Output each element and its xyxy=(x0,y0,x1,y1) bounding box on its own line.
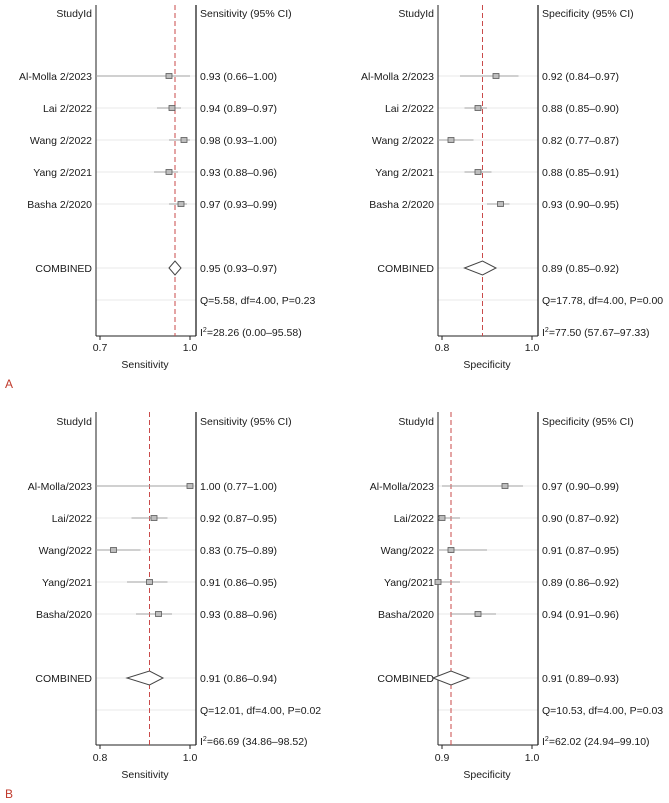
panel-label-b: B xyxy=(5,787,14,801)
study-name: Lai 2/2022 xyxy=(384,103,434,115)
studyid-header: StudyId xyxy=(398,416,434,428)
q-statistic-text: Q=12.01, df=4.00, P=0.02 xyxy=(200,705,322,717)
study-point-marker xyxy=(169,106,175,111)
q-statistic-text: Q=5.58, df=4.00, P=0.23 xyxy=(200,295,316,307)
x-tick-label: 1.0 xyxy=(524,752,540,764)
study-ci-text: 1.00 (0.77–1.00) xyxy=(200,481,278,493)
study-name: Yang 2/2021 xyxy=(375,167,434,179)
study-point-marker xyxy=(448,548,454,553)
study-ci-text: 0.88 (0.85–0.90) xyxy=(542,103,620,115)
study-point-marker xyxy=(151,516,157,521)
study-point-marker xyxy=(475,106,481,111)
combined-ci-text: 0.91 (0.89–0.93) xyxy=(542,673,620,685)
study-ci-text: 0.91 (0.86–0.95) xyxy=(200,577,278,589)
study-name: Al-Molla 2/2023 xyxy=(19,71,92,83)
study-name: Yang/2021 xyxy=(383,577,434,589)
study-point-marker xyxy=(166,170,172,175)
study-name: Basha 2/2020 xyxy=(369,199,434,211)
q-statistic-text: Q=17.78, df=4.00, P=0.00 xyxy=(542,295,664,307)
ci-header: Specificity (95% CI) xyxy=(542,416,634,428)
study-point-marker xyxy=(147,580,153,585)
combined-ci-text: 0.91 (0.86–0.94) xyxy=(200,673,278,685)
x-tick-label: 0.8 xyxy=(434,342,450,354)
study-name: Basha/2020 xyxy=(35,609,92,621)
combined-label: COMBINED xyxy=(377,673,434,685)
ci-header: Sensitivity (95% CI) xyxy=(200,416,292,428)
x-tick-label: 1.0 xyxy=(182,752,198,764)
q-statistic-text: Q=10.53, df=4.00, P=0.03 xyxy=(542,705,664,717)
combined-label: COMBINED xyxy=(35,673,92,685)
panel-label-a: A xyxy=(5,377,14,391)
study-ci-text: 0.92 (0.87–0.95) xyxy=(200,513,278,525)
study-name: Lai/2022 xyxy=(51,513,92,525)
x-axis-title: Sensitivity xyxy=(121,359,169,371)
study-name: Al-Molla 2/2023 xyxy=(361,71,434,83)
studyid-header: StudyId xyxy=(398,8,434,20)
study-ci-text: 0.94 (0.91–0.96) xyxy=(542,609,620,621)
study-ci-text: 0.93 (0.88–0.96) xyxy=(200,167,278,179)
study-name: Basha 2/2020 xyxy=(27,199,92,211)
x-tick-label: 0.8 xyxy=(92,752,108,764)
ci-header: Sensitivity (95% CI) xyxy=(200,8,292,20)
study-name: Basha/2020 xyxy=(377,609,434,621)
combined-diamond xyxy=(169,261,181,275)
study-ci-text: 0.97 (0.93–0.99) xyxy=(200,199,278,211)
study-point-marker xyxy=(493,74,499,79)
i2-statistic-text: $I^2=28.26$ (0.00–95.58) xyxy=(200,327,302,339)
study-ci-text: 0.93 (0.90–0.95) xyxy=(542,199,620,211)
study-point-marker xyxy=(166,74,172,79)
study-point-marker xyxy=(448,138,454,143)
study-ci-text: 0.91 (0.87–0.95) xyxy=(542,545,620,557)
study-ci-text: 0.93 (0.66–1.00) xyxy=(200,71,278,83)
study-name: Wang 2/2022 xyxy=(29,135,92,147)
combined-label: COMBINED xyxy=(35,263,92,275)
study-ci-text: 0.94 (0.89–0.97) xyxy=(200,103,278,115)
study-name: Wang 2/2022 xyxy=(371,135,434,147)
study-ci-text: 0.98 (0.93–1.00) xyxy=(200,135,278,147)
study-ci-text: 0.97 (0.90–0.99) xyxy=(542,481,620,493)
ci-header: Specificity (95% CI) xyxy=(542,8,634,20)
study-point-marker xyxy=(475,612,481,617)
study-ci-text: 0.93 (0.88–0.96) xyxy=(200,609,278,621)
study-point-marker xyxy=(181,138,187,143)
combined-ci-text: 0.89 (0.85–0.92) xyxy=(542,263,620,275)
study-ci-text: 0.82 (0.77–0.87) xyxy=(542,135,620,147)
study-point-marker xyxy=(187,484,193,489)
study-point-marker xyxy=(502,484,508,489)
combined-diamond xyxy=(465,261,497,275)
study-ci-text: 0.89 (0.86–0.92) xyxy=(542,577,620,589)
study-name: Yang/2021 xyxy=(41,577,92,589)
study-name: Lai 2/2022 xyxy=(42,103,92,115)
study-ci-text: 0.92 (0.84–0.97) xyxy=(542,71,620,83)
x-axis-title: Sensitivity xyxy=(121,769,169,781)
i2-statistic-text: $I^2=77.50$ (57.67–97.33) xyxy=(542,327,650,339)
x-axis-title: Specificity xyxy=(463,769,511,781)
study-point-marker xyxy=(439,516,445,521)
combined-diamond xyxy=(127,671,163,685)
study-name: Wang/2022 xyxy=(38,545,92,557)
combined-label: COMBINED xyxy=(377,263,434,275)
study-point-marker xyxy=(498,202,504,207)
study-name: Al-Molla/2023 xyxy=(369,481,434,493)
study-point-marker xyxy=(475,170,481,175)
studyid-header: StudyId xyxy=(56,416,92,428)
study-ci-text: 0.88 (0.85–0.91) xyxy=(542,167,620,179)
x-tick-label: 0.9 xyxy=(434,752,450,764)
combined-ci-text: 0.95 (0.93–0.97) xyxy=(200,263,278,275)
study-point-marker xyxy=(111,548,117,553)
study-name: Al-Molla/2023 xyxy=(27,481,92,493)
study-point-marker xyxy=(178,202,184,207)
i2-statistic-text: $I^2=66.69$ (34.86–98.52) xyxy=(200,736,308,748)
study-ci-text: 0.83 (0.75–0.89) xyxy=(200,545,278,557)
study-point-marker xyxy=(435,580,441,585)
study-ci-text: 0.90 (0.87–0.92) xyxy=(542,513,620,525)
x-tick-label: 1.0 xyxy=(182,342,198,354)
study-point-marker xyxy=(156,612,162,617)
x-tick-label: 1.0 xyxy=(524,342,540,354)
study-name: Wang/2022 xyxy=(380,545,434,557)
x-axis-title: Specificity xyxy=(463,359,511,371)
study-name: Yang 2/2021 xyxy=(33,167,92,179)
study-name: Lai/2022 xyxy=(393,513,434,525)
i2-statistic-text: $I^2=62.02$ (24.94–99.10) xyxy=(542,736,650,748)
studyid-header: StudyId xyxy=(56,8,92,20)
x-tick-label: 0.7 xyxy=(92,342,108,354)
